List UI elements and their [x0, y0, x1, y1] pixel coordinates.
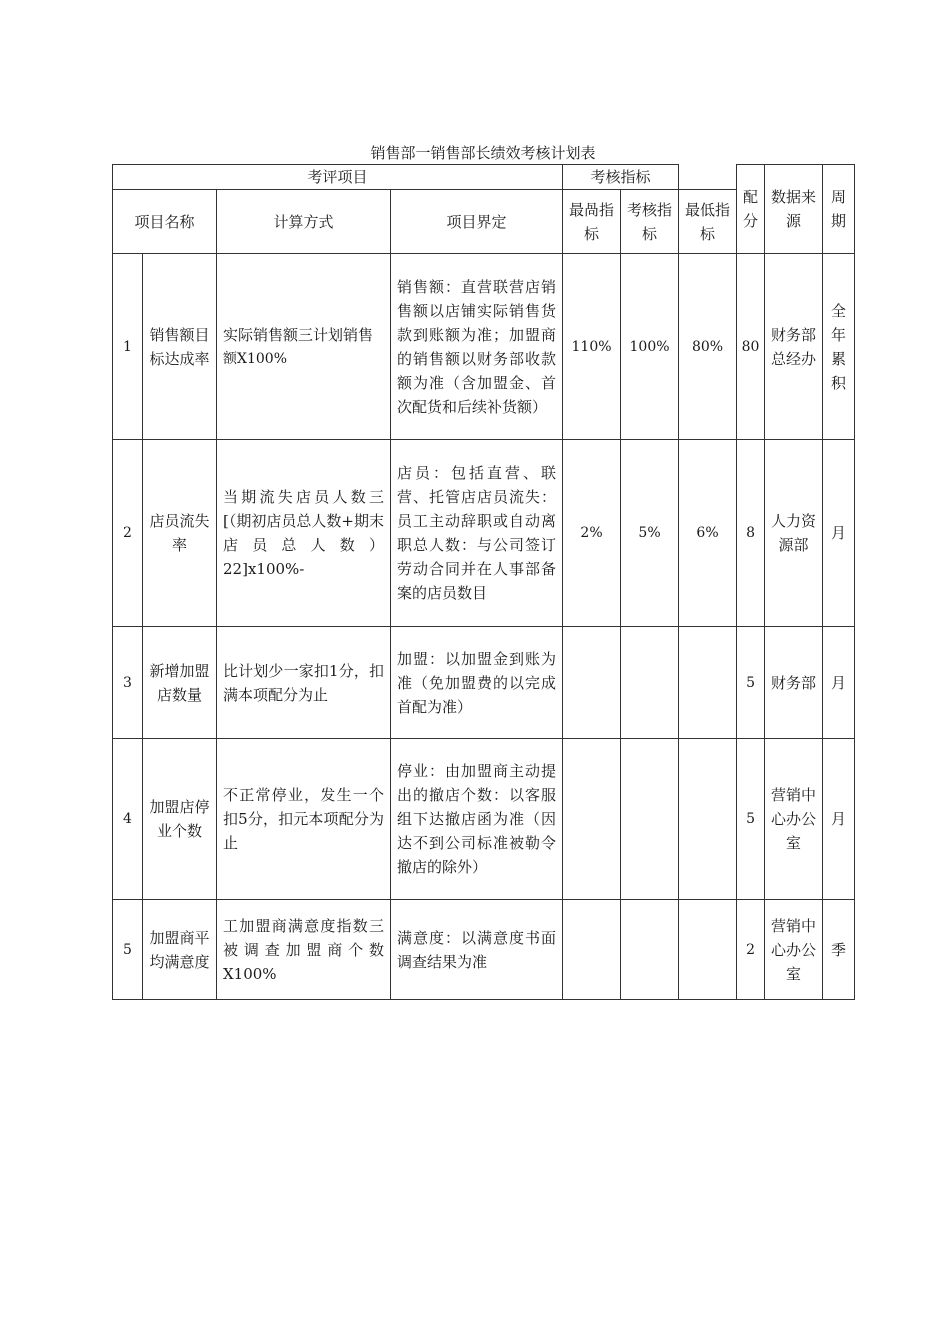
header-assess: 考核指标 — [621, 190, 679, 254]
row-no: 2 — [113, 440, 143, 627]
row-no: 5 — [113, 900, 143, 1000]
table-row — [113, 627, 855, 739]
row-definition: 店员：包括直营、联营、托管店店员流失：员工主动辞职或自动离职总人数：与公司签订劳动合同并在人事部备案的店员数目 — [391, 440, 563, 627]
row-definition: 满意度：以满意度书面调查结果为准 — [391, 900, 563, 1000]
header-max: 最咼指标 — [563, 190, 621, 254]
row-method: 工加盟商满意度指数三被调查加盟商个数X100% — [217, 900, 391, 1000]
row-assess: 5% — [621, 440, 679, 627]
row-assess — [621, 739, 679, 900]
header-weight: 配分 — [737, 165, 765, 254]
header-definition: 项目界定 — [391, 190, 563, 254]
row-no: 3 — [113, 627, 143, 739]
table-row — [113, 440, 855, 627]
row-max: 2% — [563, 440, 621, 627]
header-name: 项目名称 — [113, 190, 217, 254]
row-method: 不正常停业，发生一个扣5分，扣元本项配分为止 — [217, 739, 391, 900]
page-title: 销售部一销售部长绩效考核计划表 — [370, 144, 596, 162]
row-assess — [621, 900, 679, 1000]
row-weight: 8 — [737, 440, 765, 627]
row-no: 1 — [113, 254, 143, 440]
table-row — [113, 739, 855, 900]
row-definition: 停业：由加盟商主动提出的撤店个数：以客服组下达撤店函为准（因达不到公司标准被勒令撤店的除外） — [391, 739, 563, 900]
header-blank — [679, 165, 737, 190]
row-period: 全年累积 — [823, 254, 855, 440]
row-name: 加盟商平均满意度 — [143, 900, 217, 1000]
header-target-group: 考核指标 — [563, 165, 679, 190]
row-source: 人力资源部 — [765, 440, 823, 627]
row-min — [679, 627, 737, 739]
row-source: 营销中心办公室 — [765, 900, 823, 1000]
header-min: 最低指标 — [679, 190, 737, 254]
row-no: 4 — [113, 739, 143, 900]
row-name: 加盟店停业个数 — [143, 739, 217, 900]
row-method — [217, 254, 391, 440]
row-source: 财务部 — [765, 627, 823, 739]
row-min: 6% — [679, 440, 737, 627]
row-weight: 5 — [737, 739, 765, 900]
row-name: 店员流失率 — [143, 440, 217, 627]
row-max: 110% — [563, 254, 621, 440]
row-period: 月 — [823, 627, 855, 739]
row-assess: 100% — [621, 254, 679, 440]
row-period: 月 — [823, 440, 855, 627]
row-period: 月 — [823, 739, 855, 900]
row-source: 财务部总经办 — [765, 254, 823, 440]
row-max — [563, 900, 621, 1000]
row-definition: 加盟：以加盟金到账为准（免加盟费的以完成首配为准） — [391, 627, 563, 739]
row-weight: 2 — [737, 900, 765, 1000]
method-line: 额X100% — [223, 350, 287, 367]
row-max — [563, 739, 621, 900]
row-name: 新增加盟店数量 — [143, 627, 217, 739]
row-assess — [621, 627, 679, 739]
header-method: 计算方式 — [217, 190, 391, 254]
table-row — [113, 900, 855, 1000]
row-definition: 销售额：直营联营店销售额以店铺实际销售货款到账额为准；加盟商的销售额以财务部收款额为准（含加盟金、首次配货和后续补货额） — [391, 254, 563, 440]
method-line: 实际销售额三计划销售 — [223, 325, 374, 344]
row-method: 当期流失店员人数三[（期初店员总人数+期末店员总人数）22]x100%- — [217, 440, 391, 627]
header-period: 周期 — [823, 165, 855, 254]
row-name: 销售额目标达成率 — [143, 254, 217, 440]
row-weight: 5 — [737, 627, 765, 739]
row-weight: 80 — [737, 254, 765, 440]
row-min: 80% — [679, 254, 737, 440]
row-min — [679, 739, 737, 900]
row-period: 季 — [823, 900, 855, 1000]
row-source: 营销中心办公室 — [765, 739, 823, 900]
header-source: 数据来源 — [765, 165, 823, 254]
table-row — [113, 254, 855, 440]
performance-table — [112, 164, 855, 1000]
row-min — [679, 900, 737, 1000]
row-max — [563, 627, 621, 739]
header-eval-group: 考评项目 — [113, 165, 563, 190]
row-method: 比计划少一家扣1分，扣满本项配分为止 — [217, 627, 391, 739]
